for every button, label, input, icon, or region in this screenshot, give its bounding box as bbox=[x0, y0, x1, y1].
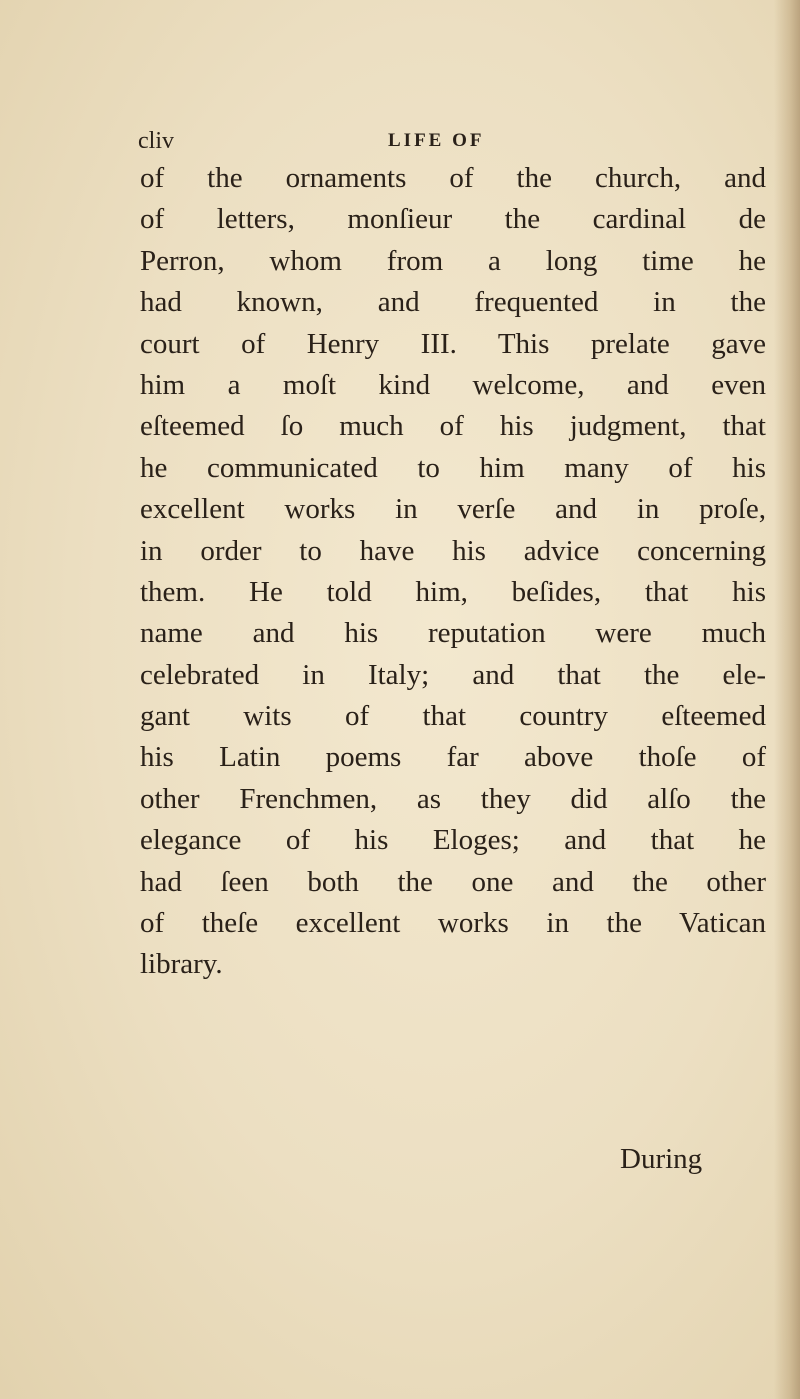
text-line: court of Henry III. This prelate gave bbox=[140, 327, 766, 360]
text-line: them. He told him, beſides, that his bbox=[140, 575, 766, 608]
text-line: eſteemed ſo much of his judgment, that bbox=[140, 410, 766, 443]
text-line: had known, and frequented in the bbox=[140, 286, 766, 319]
text-line: excellent works in verſe and in proſe, bbox=[140, 493, 766, 526]
text-line: of theſe excellent works in the Vatican bbox=[140, 907, 766, 940]
text-line: had ſeen both the one and the other bbox=[140, 865, 766, 898]
page-header bbox=[138, 126, 698, 156]
text-line: Perron, whom from a long time he bbox=[140, 244, 766, 277]
text-line: of letters, monſieur the cardinal de bbox=[140, 203, 766, 236]
catchword: During bbox=[620, 1143, 703, 1175]
running-head: LIFE OF bbox=[388, 130, 485, 151]
text-line: in order to have his advice concerning bbox=[140, 534, 766, 567]
body-text bbox=[140, 158, 766, 986]
text-line: celebrated in Italy; and that the ele- bbox=[140, 658, 766, 691]
text-line: his Latin poems far above thoſe of bbox=[140, 741, 766, 774]
text-line: elegance of his Eloges; and that he bbox=[140, 824, 766, 857]
text-line: name and his reputation were much bbox=[140, 617, 766, 650]
page-number: cliv bbox=[138, 128, 174, 154]
text-line: library. bbox=[140, 948, 223, 981]
text-line: him a moſt kind welcome, and even bbox=[140, 368, 766, 401]
page-edge-shadow bbox=[774, 0, 800, 1399]
text-line: he communicated to him many of his bbox=[140, 451, 766, 484]
text-line: gant wits of that country eſteemed bbox=[140, 700, 766, 733]
text-line: of the ornaments of the church, and bbox=[140, 162, 766, 194]
text-line: other Frenchmen, as they did alſo the bbox=[140, 782, 766, 815]
